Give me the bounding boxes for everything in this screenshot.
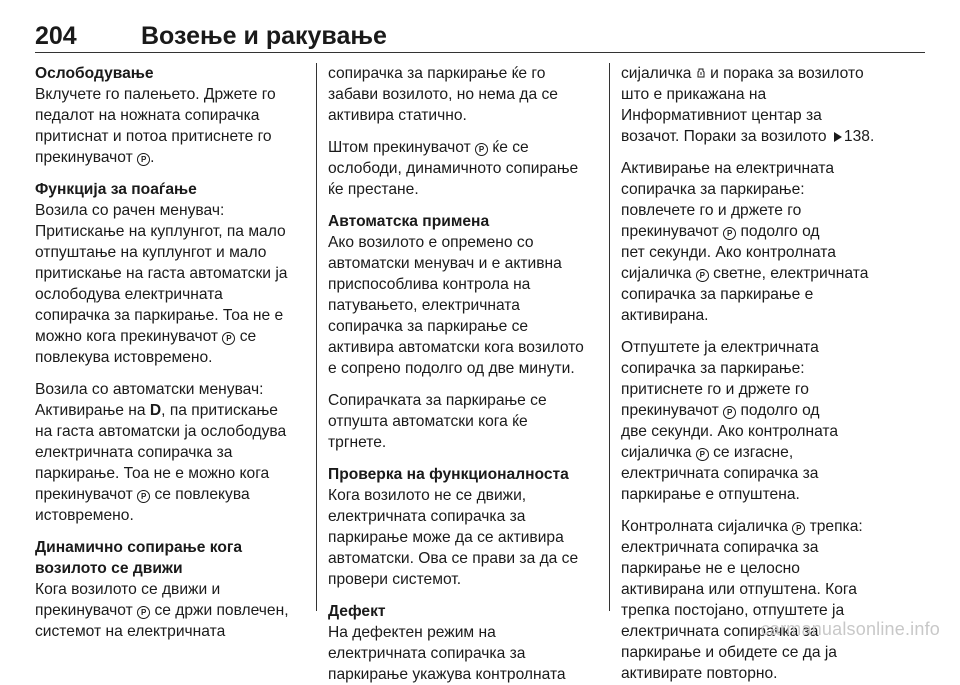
text-line: паркирање. Тоа не е можно кога [35, 465, 270, 482]
text-line: забави возилото, но нема да се [328, 86, 558, 103]
column-2 [328, 63, 610, 685]
text-line: активира автоматски кога возилото [328, 339, 584, 356]
text-line: истовремено. [35, 507, 134, 524]
text-line: електричната сопирачка за [621, 539, 819, 556]
text-line: сопирачка за паркирање е [621, 286, 814, 303]
text-fragment: Активирање на [35, 402, 150, 419]
paragraph-release-stop [328, 137, 610, 200]
text-fragment: сијаличка [621, 65, 696, 82]
section-heading: возилото се движи [35, 560, 183, 577]
section-heading: Проверка на функционалноста [328, 466, 569, 483]
text-line: Кога возилото не се движи, [328, 487, 527, 504]
text-fragment: и порака за возилото [705, 65, 864, 82]
paragraph-auto-release [328, 390, 610, 453]
section-fault [328, 601, 610, 685]
text-line: трепка постојано, отпуштете ја [621, 602, 845, 619]
text-line: автоматски. Ова се прави за да се [328, 550, 579, 567]
text-fragment: подолго од [736, 223, 820, 240]
text-line [621, 516, 921, 537]
wrench-warning-icon [696, 68, 706, 79]
text-line: активира статично. [328, 107, 467, 124]
text-line: Ако возилото е опремено со [328, 234, 534, 251]
text-line: Притискање на куплунгот, па мало [35, 223, 286, 240]
parking-brake-icon: P [723, 227, 736, 240]
text-line: тргнете. [328, 434, 387, 451]
parking-brake-icon: P [696, 448, 709, 461]
text-line [621, 126, 921, 147]
section-heading: Автоматска примена [328, 213, 490, 230]
text-line: Сопирачката за паркирање се [328, 392, 547, 409]
text-line: педалот на ножната сопирачка [35, 107, 260, 124]
paragraph-flashing [621, 516, 921, 684]
text-line: сопирачка за паркирање: [621, 360, 805, 377]
section-heading: Функција за поаѓање [35, 181, 197, 198]
text-fragment: возачот. Пораки за возилото [621, 128, 831, 145]
section-drive-away [35, 179, 310, 368]
text-fragment: трепка: [805, 518, 863, 535]
text-line: електричната сопирачка за [35, 444, 233, 461]
page-header [35, 22, 925, 56]
text-line: електричната сопирачка за [328, 508, 526, 525]
text-line: активирана. [621, 307, 709, 324]
text-line: паркирање не е целосно [621, 560, 800, 577]
text-fragment: се [235, 328, 257, 345]
text-fragment: сијаличка [621, 265, 696, 282]
text-line [621, 263, 921, 284]
text-line: паркирање е отпуштена. [621, 486, 800, 503]
text-fragment: подолго од [736, 402, 820, 419]
text-line [35, 400, 310, 421]
text-fragment: прекинувачот [621, 402, 724, 419]
text-fragment: прекинувачот [35, 149, 138, 166]
text-line: отпуштање на куплунгот и мало [35, 244, 267, 261]
arrow-right-icon [834, 132, 842, 142]
paragraph-apply-procedure [621, 158, 921, 326]
text-line: паркирање може да се активира [328, 529, 564, 546]
text-line [35, 484, 310, 505]
text-line: пет секунди. Ако контролната [621, 244, 836, 261]
section-heading: Динамично сопирање кога [35, 539, 243, 556]
text-fragment: се изгасне, [708, 444, 794, 461]
text-line: системот на електричната [35, 623, 226, 640]
parking-brake-icon: P [137, 153, 150, 166]
text-line: ослободи, динамичното сопирање [328, 160, 579, 177]
text-line: електричната сопирачка за [621, 465, 819, 482]
text-line: сопирачка за паркирање. Тоа не е [35, 307, 284, 324]
parking-brake-icon: P [137, 606, 150, 619]
text-line: На дефектен режим на [328, 624, 496, 641]
page-reference-link[interactable]: 138 [843, 128, 870, 145]
text-fragment: Штом прекинувачот [328, 139, 476, 156]
text-line: притиснете го и држете го [621, 381, 809, 398]
text-fragment: се повлекува [150, 486, 250, 503]
parking-brake-icon: P [723, 406, 736, 419]
text-line: активирате повторно. [621, 665, 778, 682]
section-heading: Ослободување [35, 65, 154, 82]
text-fragment: . [150, 149, 155, 166]
paragraph-automatic [35, 379, 310, 526]
text-fragment: можно кога прекинувачот [35, 328, 223, 345]
text-line [621, 63, 921, 84]
text-fragment: се држи повлечен, [150, 602, 289, 619]
text-fragment: прекинувачот [35, 602, 138, 619]
text-line: активирана или отпуштена. Кога [621, 581, 857, 598]
text-fragment: ќе се [488, 139, 529, 156]
text-line: ќе престане. [328, 181, 419, 198]
text-line: паркирање и обидете се да ја [621, 644, 837, 661]
text-line: притиснат и потоа притиснете го [35, 128, 272, 145]
text-line [328, 137, 610, 158]
header-rule [35, 52, 925, 53]
text-line [621, 221, 921, 242]
text-line: Возила со рачен менувач: [35, 202, 225, 219]
text-line: е сопрено подолго од две минути. [328, 360, 575, 377]
chapter-title: Возење и ракување [141, 22, 387, 50]
text-fragment: , па притискање [161, 402, 278, 419]
text-line: електричната сопирачка за [621, 623, 819, 640]
text-fragment: . [869, 128, 875, 145]
text-fragment: Контролната сијаличка [621, 518, 793, 535]
text-line: патувањето, електричната [328, 297, 520, 314]
parking-brake-icon: P [222, 332, 235, 345]
text-line: електричната сопирачка за [328, 645, 526, 662]
text-line [621, 400, 921, 421]
text-line: Активирање на електричната [621, 160, 835, 177]
text-fragment: прекинувачот [35, 486, 138, 503]
text-line: две секунди. Ако контролната [621, 423, 839, 440]
section-dynamic-braking [35, 537, 310, 642]
text-line: отпушта автоматски кога ќе [328, 413, 528, 430]
column-3 [621, 63, 921, 684]
column-divider-1 [316, 63, 317, 611]
text-line [35, 147, 310, 168]
text-fragment: светне, електричната [708, 265, 869, 282]
section-heading: Дефект [328, 603, 386, 620]
text-line: на гаста автоматски ја ослободува [35, 423, 287, 440]
text-line: автоматски менувач и е активна [328, 255, 562, 272]
paragraph-release-procedure [621, 337, 921, 505]
page-number: 204 [35, 22, 77, 50]
text-fragment: прекинувачот [621, 223, 724, 240]
text-line: Возила со автоматски менувач: [35, 381, 264, 398]
text-line: повлечете го и држете го [621, 202, 802, 219]
section-release [35, 63, 310, 168]
section-automatic-apply [328, 211, 610, 379]
parking-brake-icon: P [475, 143, 488, 156]
text-line [621, 442, 921, 463]
text-line [35, 600, 310, 621]
gear-letter: D [149, 402, 162, 419]
text-line: притискање на гаста автоматски ја [35, 265, 288, 282]
text-line: Кога возилото се движи и [35, 581, 221, 598]
text-line: паркирање укажува контролната [328, 666, 566, 683]
text-line: сопирачка за паркирање ќе го [328, 65, 546, 82]
text-line: провери системот. [328, 571, 462, 588]
column-1 [35, 63, 310, 642]
paragraph-continued [328, 63, 610, 126]
text-line [35, 326, 310, 347]
text-line: приспособлива контрола на [328, 276, 531, 293]
parking-brake-icon: P [696, 269, 709, 282]
parking-brake-icon: P [792, 522, 805, 535]
text-line: ослободува електричната [35, 286, 223, 303]
text-line: Информативниот центар за [621, 107, 822, 124]
text-line: повлекува истовремено. [35, 349, 213, 366]
section-function-check [328, 464, 610, 590]
text-fragment: сијаличка [621, 444, 696, 461]
parking-brake-icon: P [137, 490, 150, 503]
text-line: Вклучете го палењето. Држете го [35, 86, 276, 103]
watermark: carmanualsonline.info [760, 619, 940, 639]
text-line: што е прикажана на [621, 86, 767, 103]
paragraph-fault-continued [621, 63, 921, 147]
text-line: сопирачка за паркирање: [621, 181, 805, 198]
text-line: Отпуштете ја електричната [621, 339, 819, 356]
text-line: сопирачка за паркирање се [328, 318, 529, 335]
